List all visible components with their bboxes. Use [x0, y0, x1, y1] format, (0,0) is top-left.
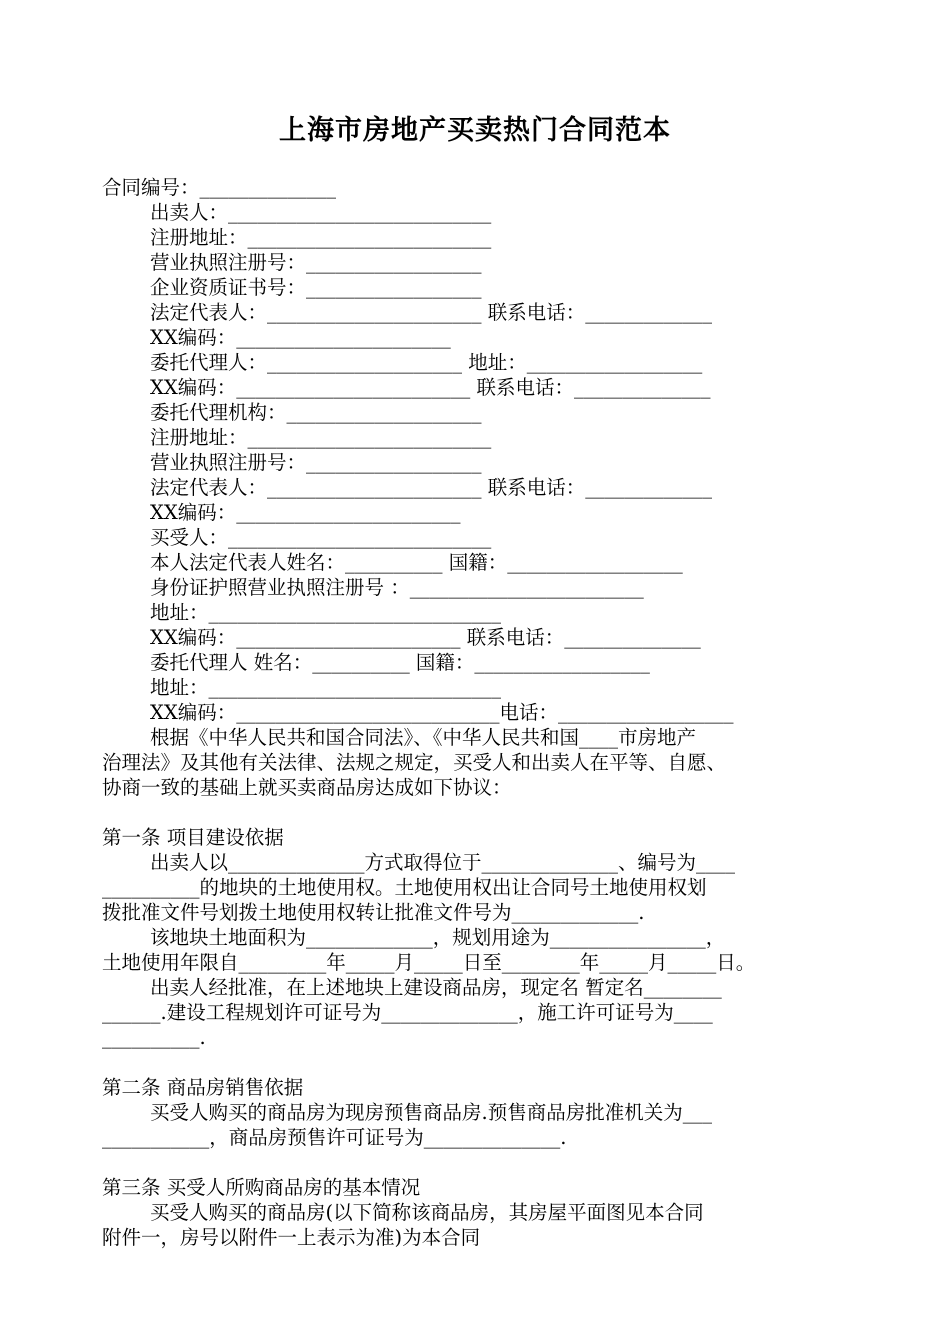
- article-3-text: 附件一，房号以附件一上表示为准)为本合同: [102, 1226, 481, 1249]
- article-1-text: 出卖人经批准，在上述地块上建设商品房，现定名 暂定名________: [150, 976, 722, 999]
- postcode-line: XX编码：______________________: [150, 326, 451, 349]
- article-2-heading: 第二条 商品房销售依据: [102, 1076, 304, 1099]
- article-1-text: 拨批准文件号划拨土地使用权转让批准文件号为_____________.: [102, 901, 645, 924]
- qualification-cert-line: 企业资质证书号：__________________: [150, 276, 482, 299]
- registered-address-line: 注册地址：_________________________: [150, 426, 492, 449]
- business-license-line: 营业执照注册号：__________________: [150, 251, 482, 274]
- article-1-text: 该地块土地面积为_____________，规划用途为________________，: [150, 926, 726, 949]
- article-1-text: 出卖人以______________方式取得位于______________、编号为____: [150, 851, 736, 874]
- article-2-text: 买受人购买的商品房为现房预售商品房.预售商品房批准机关为___: [150, 1101, 712, 1124]
- article-2-text: ___________，商品房预售许可证号为______________.: [102, 1126, 567, 1149]
- preamble-line: 治理法》及其他有关法律、法规之规定，买受人和出卖人在平等、自愿、: [102, 751, 727, 774]
- legal-rep-phone-line: 法定代表人：______________________ 联系电话：_____________: [150, 301, 712, 324]
- id-license-line: 身份证护照营业执照注册号 ：________________________: [150, 576, 644, 599]
- buyer-name-nationality-line: 本人法定代表人姓名：__________ 国籍：__________________: [150, 551, 683, 574]
- postcode-phone-line: XX编码：________________________ 联系电话：______________: [150, 376, 711, 399]
- postcode-line: XX编码：_______________________: [150, 501, 461, 524]
- article-3-heading: 第三条 买受人所购商品房的基本情况: [102, 1176, 421, 1199]
- postcode-phone-line: XX编码：_______________________ 联系电话：______________: [150, 626, 701, 649]
- article-3-text: 买受人购买的商品房(以下简称该商品房，其房屋平面图见本合同: [150, 1201, 704, 1224]
- agent-address-line: 地址：______________________________: [150, 676, 502, 699]
- preamble-line: 协商一致的基础上就买卖商品房达成如下协议：: [102, 776, 512, 799]
- article-1-text: 土地使用年限自_________年_____月_____日至________年_____月_____日。: [102, 951, 756, 974]
- article-1-text: __________.: [102, 1026, 206, 1049]
- business-license-line: 营业执照注册号：__________________: [150, 451, 482, 474]
- postcode-phone-line: XX编码：___________________________电话：__________________: [150, 701, 734, 724]
- agency-line: 委托代理机构：____________________: [150, 401, 482, 424]
- article-1-heading: 第一条 项目建设依据: [102, 826, 284, 849]
- legal-rep-phone-line: 法定代表人：______________________ 联系电话：_____________: [150, 476, 712, 499]
- preamble-line: 根据《中华人民共和国合同法》、《中华人民共和国____市房地产: [150, 726, 697, 749]
- buyer-agent-line: 委托代理人 姓名：__________ 国籍：__________________: [150, 651, 650, 674]
- article-1-text: ______.建设工程规划许可证号为______________，施工许可证号为____: [102, 1001, 713, 1024]
- seller-line: 出卖人：___________________________: [150, 201, 492, 224]
- registered-address-line: 注册地址：_________________________: [150, 226, 492, 249]
- article-1-text: __________的地块的土地使用权。土地使用权出让合同号土地使用权划: [102, 876, 707, 899]
- contract-number-line: 合同编号：______________: [102, 176, 337, 199]
- buyer-address-line: 地址：______________________________: [150, 601, 502, 624]
- contract-title: 上海市房地产买卖热门合同范本: [279, 115, 671, 146]
- buyer-line: 买受人：___________________________: [150, 526, 492, 549]
- agent-address-line: 委托代理人：____________________ 地址：__________________: [150, 351, 703, 374]
